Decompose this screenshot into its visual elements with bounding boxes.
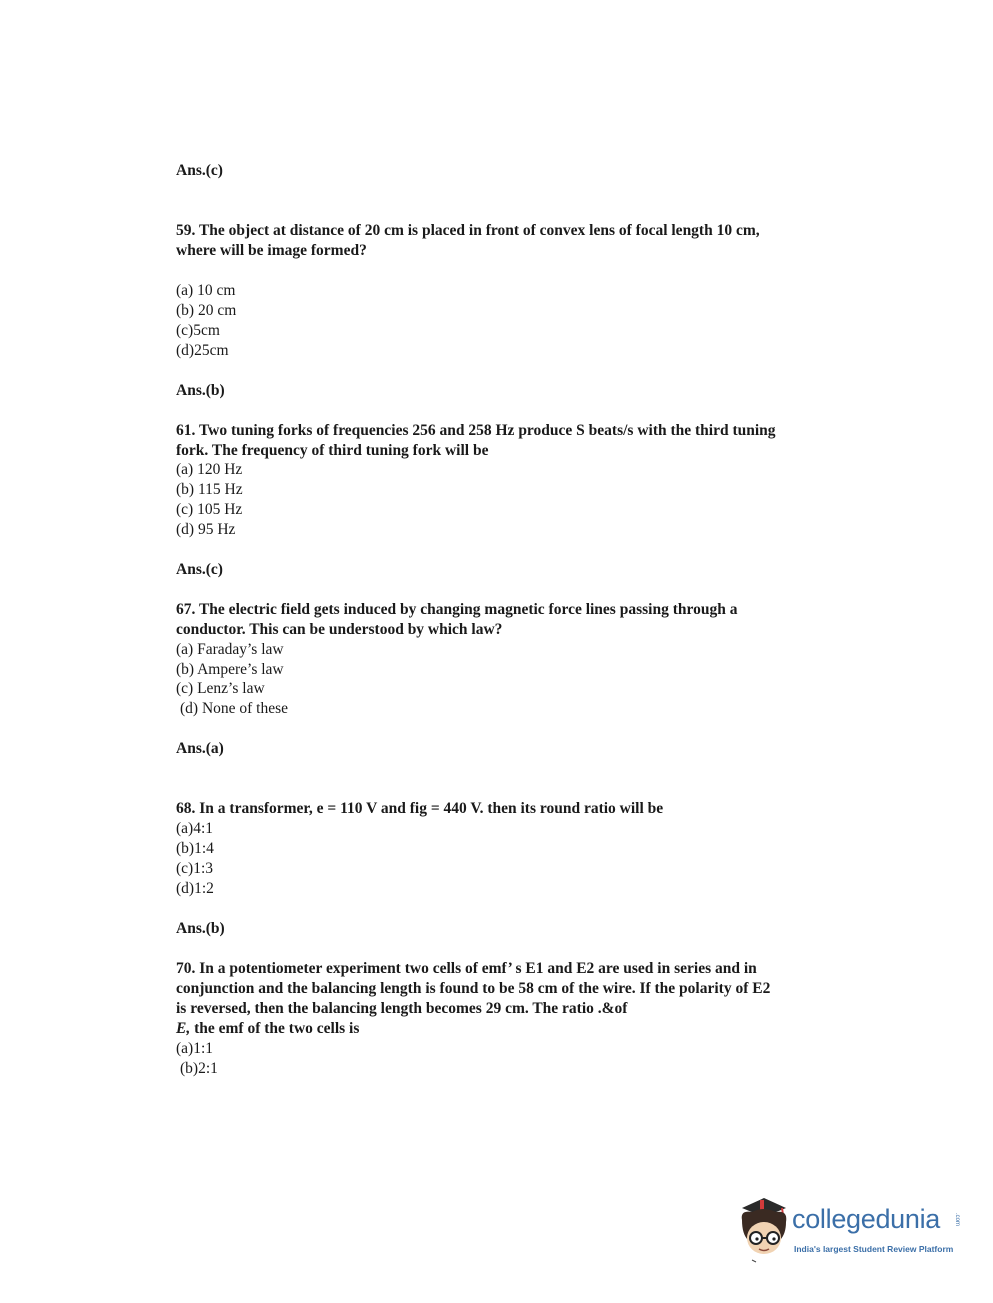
question-70-text-line4-rest: the emf of the two cells is xyxy=(190,1020,360,1037)
question-67-option-d: (d) None of these xyxy=(180,700,289,717)
question-59-option-c: (c)5cm xyxy=(176,322,220,339)
question-59-text-line1: 59. The object at distance of 20 cm is placed in front of convex lens of focal length 10 cm, xyxy=(176,222,760,239)
question-70-option-a: (a)1:1 xyxy=(176,1040,214,1057)
answer-67: Ans.(a) xyxy=(176,740,224,757)
question-59-option-d: (d)25cm xyxy=(176,342,229,359)
question-67-text-line2: conductor. This can be understood by which law? xyxy=(176,621,503,638)
question-61-text-line1: 61. Two tuning forks of frequencies 256 and 258 Hz produce S beats/s with the third tuning xyxy=(176,422,776,439)
answer-61: Ans.(c) xyxy=(176,561,223,578)
question-61-text-line2: fork. The frequency of third tuning fork will be xyxy=(176,442,489,459)
collegedunia-logo xyxy=(734,1194,964,1274)
question-70-symbol: E, xyxy=(176,1020,191,1037)
question-70-text-line4 xyxy=(176,1019,359,1039)
question-61-option-b: (b) 115 Hz xyxy=(176,481,243,498)
logo-tagline: India's largest Student Review Platform xyxy=(794,1244,954,1254)
question-67-option-c: (c) Lenz’s law xyxy=(176,680,265,697)
question-61-option-d: (d) 95 Hz xyxy=(176,521,236,538)
question-68-option-b: (b)1:4 xyxy=(176,840,214,857)
question-70-text-line1: 70. In a potentiometer experiment two cells of emf’ s E1 and E2 are used in series and in xyxy=(176,960,757,977)
mascot-icon xyxy=(734,1194,796,1264)
answer-58: Ans.(c) xyxy=(176,162,223,179)
question-59-text-line2: where will be image formed? xyxy=(176,242,367,259)
answer-59: Ans.(b) xyxy=(176,382,225,399)
question-68-text-line1: 68. In a transformer, e = 110 V and fig = 440 V. then its round ratio will be xyxy=(176,800,664,817)
question-70-text-line2: conjunction and the balancing length is found to be 58 cm of the wire. If the polarity of E2 xyxy=(176,980,771,997)
question-59-option-b: (b) 20 cm xyxy=(176,302,237,319)
question-68-option-a: (a)4:1 xyxy=(176,820,214,837)
question-67-text-line1: 67. The electric field gets induced by changing magnetic force lines passing through a xyxy=(176,601,738,618)
question-61-option-c: (c) 105 Hz xyxy=(176,501,243,518)
question-59-option-a: (a) 10 cm xyxy=(176,282,236,299)
question-70-option-b: (b)2:1 xyxy=(180,1060,218,1077)
question-67-option-a: (a) Faraday’s law xyxy=(176,641,284,658)
question-68-option-c: (c)1:3 xyxy=(176,860,214,877)
answer-68: Ans.(b) xyxy=(176,920,225,937)
logo-suffix: .com xyxy=(954,1213,960,1227)
question-67-option-b: (b) Ampere’s law xyxy=(176,661,284,678)
logo-wordmark: collegedunia xyxy=(792,1204,941,1234)
question-70-text-line3: is reversed, then the balancing length becomes 29 cm. The ratio .&of xyxy=(176,1000,628,1017)
question-61-option-a: (a) 120 Hz xyxy=(176,461,243,478)
question-68-option-d: (d)1:2 xyxy=(176,880,214,897)
